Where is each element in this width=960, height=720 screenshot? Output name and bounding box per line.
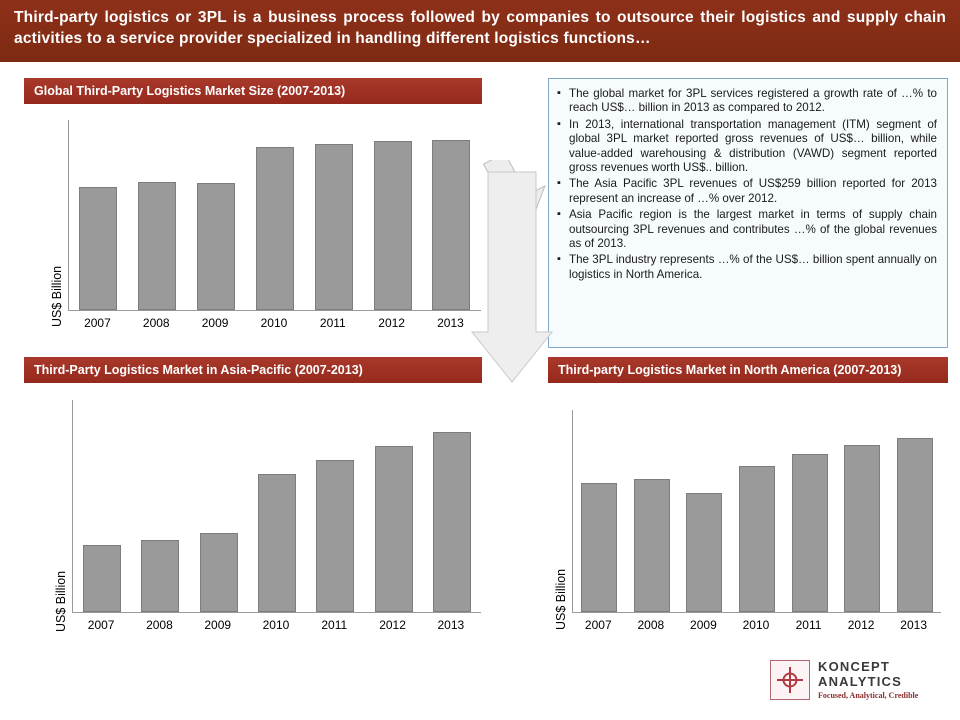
x-axis-ticks-north-america [572, 618, 940, 632]
x-tick-label: 2011 [319, 316, 346, 330]
y-axis-label-north-america: US$ Billion [554, 568, 568, 630]
insights-callout [548, 78, 948, 348]
bar-series-global [69, 120, 481, 310]
insight-bullet: ▪ The Asia Pacific 3PL revenues of US$259 billion reported for 2013 represent an increase of …% over 2012. [557, 177, 937, 206]
plot-area-asia-pacific [72, 400, 481, 613]
x-tick-label: 2009 [204, 618, 232, 632]
bar [792, 454, 828, 612]
y-axis-label-global: US$ Billion [50, 265, 64, 327]
logo-wordmark [818, 659, 902, 689]
plot-area-global [68, 120, 481, 311]
crosshair-logo-icon [770, 660, 810, 700]
insights-list [557, 87, 937, 282]
insight-bullet: ▪ The 3PL industry represents …% of the US$… billion spent annually on logistics in North America. [557, 253, 937, 282]
bar [634, 479, 670, 612]
chart-asia-pacific [24, 392, 482, 648]
x-tick-label: 2010 [742, 618, 770, 632]
x-tick-label: 2013 [900, 618, 927, 632]
y-axis-label-asia-pacific: US$ Billion [54, 570, 68, 632]
x-tick-label: 2007 [87, 618, 115, 632]
x-axis-ticks-global [68, 316, 480, 330]
panel-title-north-america: Third-party Logistics Market in North America (2007-2013) [548, 357, 948, 383]
insight-bullet: ▪ In 2013, international transportation management (ITM) segment of global 3PL market reported gross revenues of US$… billion, while value-added warehousing & distribution (VAWD) segment reported gross revenues worth US$.. billion. [557, 118, 937, 176]
x-tick-label: 2007 [84, 316, 111, 330]
header-banner [0, 0, 960, 62]
panel-title-global: Global Third-Party Logistics Market Size (2007-2013) [24, 78, 482, 104]
x-tick-label: 2013 [437, 618, 465, 632]
bar [844, 445, 880, 612]
bar [315, 144, 353, 310]
x-tick-label: 2009 [690, 618, 717, 632]
bar-series-north-america [573, 410, 941, 612]
plot-area-north-america [572, 410, 941, 613]
insight-bullet: ▪ The global market for 3PL services registered a growth rate of …% to reach US$… billion in 2013 as compared to 2012. [557, 87, 937, 116]
x-axis-ticks-asia-pacific [72, 618, 480, 632]
x-tick-label: 2008 [146, 618, 173, 632]
bar [739, 466, 775, 612]
bar [686, 493, 722, 612]
bar [897, 438, 933, 612]
x-tick-label: 2010 [262, 618, 290, 632]
x-tick-label: 2008 [637, 618, 665, 632]
x-tick-label: 2007 [584, 618, 612, 632]
bar [374, 141, 412, 310]
x-tick-label: 2012 [847, 618, 875, 632]
bar [200, 533, 238, 612]
bar [256, 147, 294, 310]
x-tick-label: 2012 [379, 618, 406, 632]
logo-line-1: KONCEPT [818, 659, 890, 674]
chart-north-america [548, 392, 948, 648]
bar [138, 182, 176, 310]
logo-line-2: ANALYTICS [818, 674, 902, 689]
bar-series-asia-pacific [73, 400, 481, 612]
x-tick-label: 2008 [142, 316, 170, 330]
x-tick-label: 2009 [201, 316, 229, 330]
insight-bullet: ▪ Asia Pacific region is the largest market in terms of supply chain outsourcing 3PL revenues and contributes …% of the global revenues as of 2013. [557, 208, 937, 251]
x-tick-label: 2011 [321, 618, 348, 632]
logo-tagline: Focused, Analytical, Credible [818, 691, 919, 700]
company-logo [770, 658, 940, 708]
bar [141, 540, 179, 612]
bar [581, 483, 617, 612]
x-tick-label: 2011 [795, 618, 822, 632]
bar [258, 474, 296, 612]
chart-global-market-size [24, 112, 482, 342]
bar [433, 432, 471, 612]
bar [83, 545, 121, 612]
bar [375, 446, 413, 612]
x-tick-label: 2013 [437, 316, 464, 330]
bar [79, 187, 117, 311]
bar [432, 140, 470, 310]
header-title: Third-party logistics or 3PL is a business process followed by companies to outsource their logistics and supply chain activities to a service provider specialized in handling different logistics functions… [14, 9, 946, 47]
x-tick-label: 2012 [378, 316, 405, 330]
panel-title-asia-pacific: Third-Party Logistics Market in Asia-Pacific (2007-2013) [24, 357, 482, 383]
flow-arrow [470, 160, 554, 600]
bar [197, 183, 235, 310]
x-tick-label: 2010 [260, 316, 288, 330]
bar [316, 460, 354, 612]
